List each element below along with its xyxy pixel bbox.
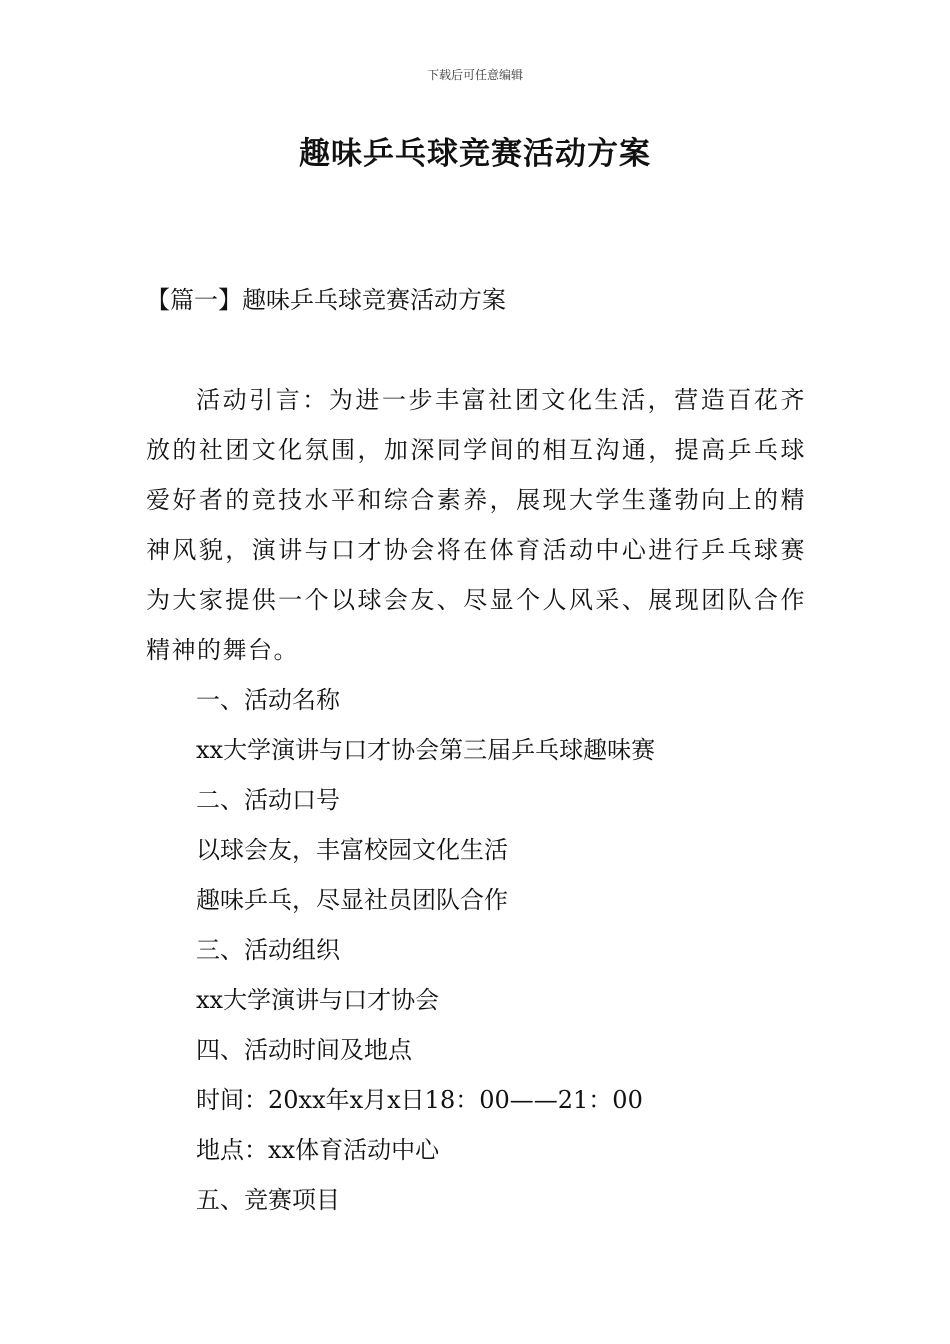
document-body	[146, 375, 806, 1225]
slogan-line-1: 以球会友，丰富校园文化生活	[196, 836, 508, 864]
intro-paragraph: 活动引言：为进一步丰富社团文化生活，营造百花齐放的社团文化氛围，加深同学间的相互沟通，提高乒乓球爱好者的竞技水平和综合素养，展现大学生蓬勃向上的精神风貌，演讲与口才协会将在体育活动中心进行乒乓球赛为大家提供一个以球会友、尽显个人风采、展现团队合作精神的舞台。	[146, 386, 806, 664]
heading-activity-slogan: 二、活动口号	[196, 786, 340, 814]
organizer-text: xx大学演讲与口才协会	[196, 986, 440, 1014]
heading-competition-events: 五、竞赛项目	[196, 1186, 340, 1214]
slogan-line-2: 趣味乒乓，尽显社员团队合作	[196, 886, 508, 914]
heading-activity-name: 一、活动名称	[196, 686, 340, 714]
document-title: 趣味乒乓球竞赛活动方案	[299, 136, 651, 172]
time-text: 时间：20xx年x月x日18：00——21：00	[196, 1086, 643, 1114]
heading-time-and-place: 四、活动时间及地点	[196, 1036, 412, 1064]
place-text: 地点：xx体育活动中心	[196, 1136, 440, 1164]
section-heading: 【篇一】趣味乒乓球竞赛活动方案	[146, 286, 506, 314]
heading-activity-organizer: 三、活动组织	[196, 936, 340, 964]
header-note: 下载后可任意编辑	[426, 68, 523, 82]
activity-name-text: xx大学演讲与口才协会第三届乒乓球趣味赛	[196, 736, 656, 764]
